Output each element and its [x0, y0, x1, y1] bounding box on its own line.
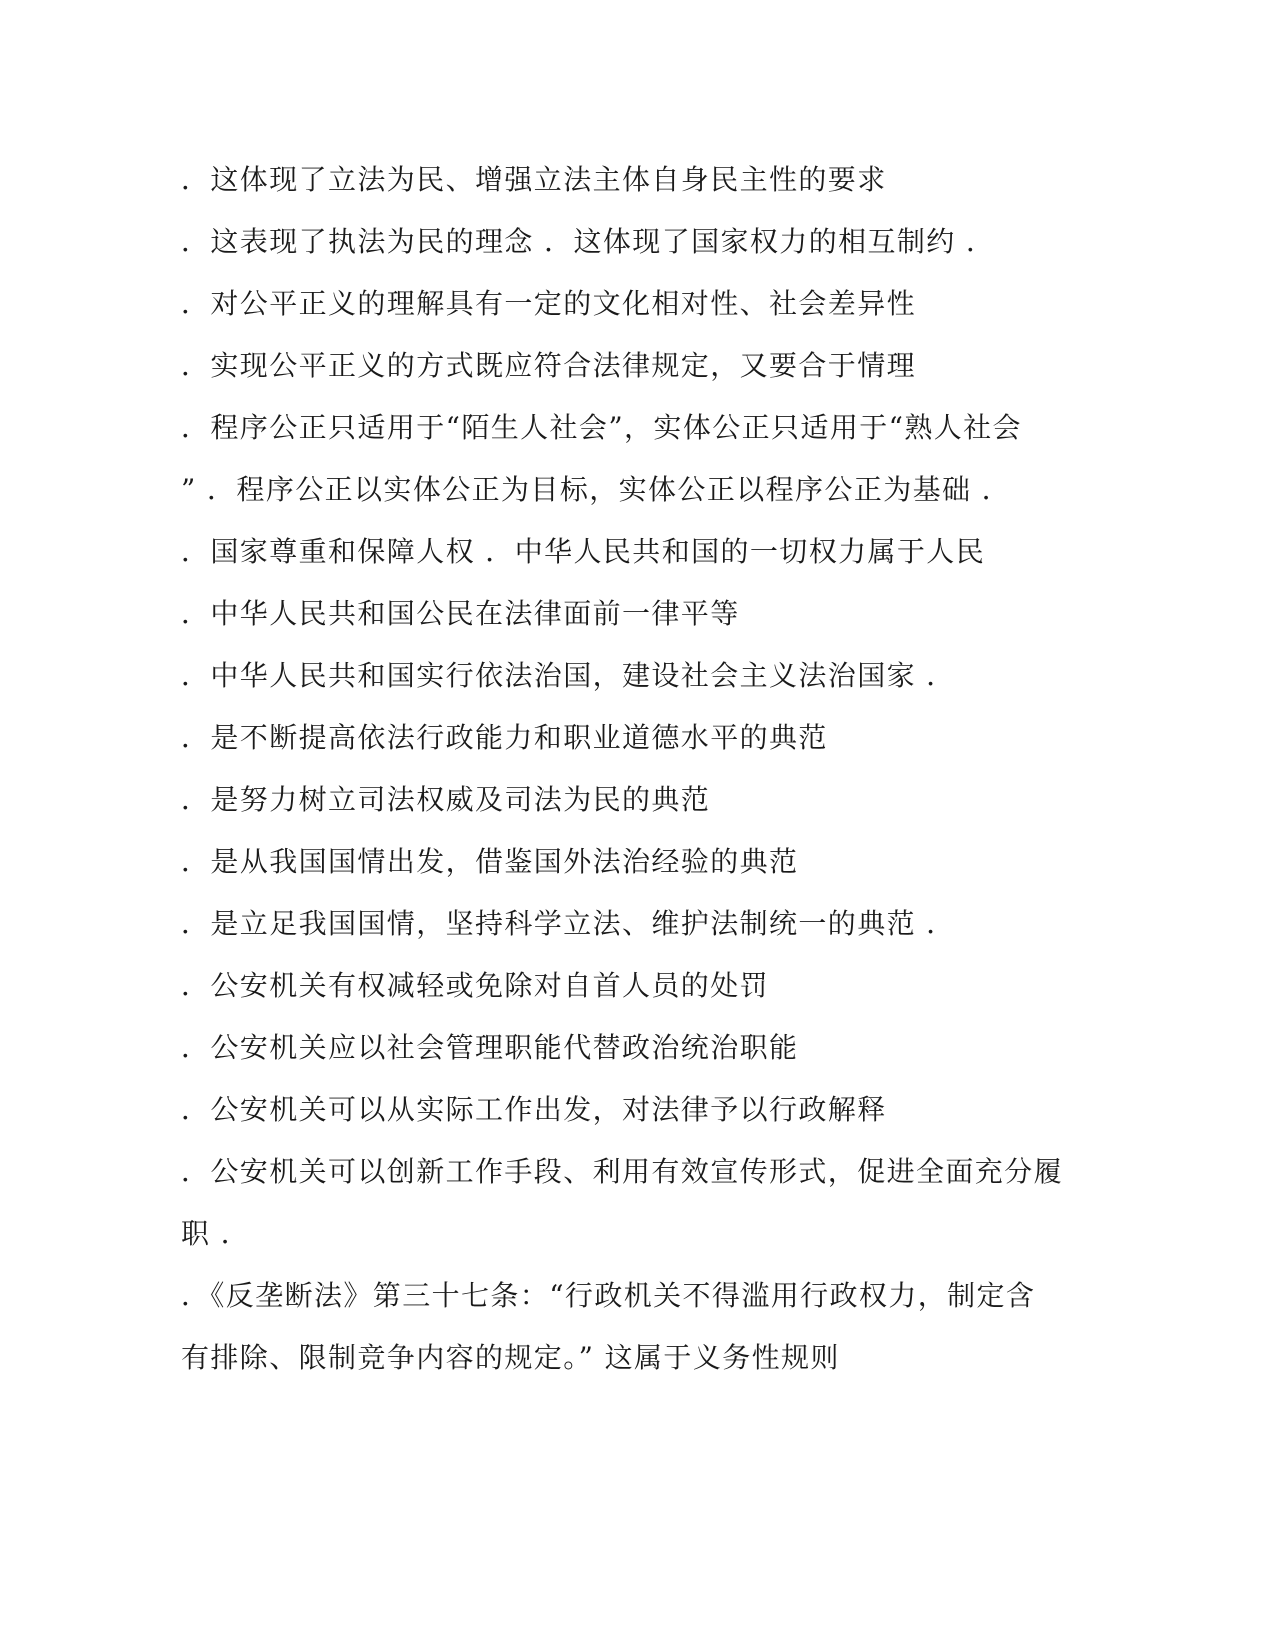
text-line: ．是努力树立司法权威及司法为民的典范	[181, 783, 711, 816]
text-line: ．是立足我国国情，坚持科学立法、维护法制统一的典范 ．	[181, 907, 956, 940]
text-line: ．是不断提高依法行政能力和职业道德水平的典范	[181, 721, 828, 754]
text-line: ．对公平正义的理解具有一定的文化相对性、社会差异性	[181, 287, 917, 320]
text-line: ．这体现了立法为民、增强立法主体自身民主性的要求	[181, 163, 887, 196]
text-line: ．公安机关可以从实际工作出发，对法律予以行政解释	[181, 1093, 887, 1126]
body-text	[181, 157, 1064, 1397]
text-line: 职 ．	[181, 1217, 251, 1250]
text-line: ．实现公平正义的方式既应符合法律规定，又要合于情理	[181, 349, 917, 382]
text-line: 有排除、限制竞争内容的规定。” 这属于义务性规则	[181, 1341, 840, 1374]
text-line: ．中华人民共和国公民在法律面前一律平等	[181, 597, 740, 630]
text-line: ．公安机关有权减轻或免除对自首人员的处罚	[181, 969, 770, 1002]
text-line: ．公安机关可以创新工作手段、利用有效宣传形式，促进全面充分履	[181, 1155, 1064, 1188]
text-line: ．是从我国国情出发，借鉴国外法治经验的典范	[181, 845, 799, 878]
text-line: ” ．程序公正以实体公正为目标，实体公正以程序公正为基础 ．	[181, 473, 1012, 506]
text-line: ．国家尊重和保障人权 ．中华人民共和国的一切权力属于人民	[181, 535, 986, 568]
text-line: ．公安机关应以社会管理职能代替政治统治职能	[181, 1031, 799, 1064]
text-line: ．这表现了执法为民的理念 ．这体现了国家权力的相互制约 ．	[181, 225, 996, 258]
text-line: ．《反垄断法》第三十七条：“行政机关不得滥用行政权力，制定含	[181, 1279, 1036, 1312]
text-line: ．中华人民共和国实行依法治国，建设社会主义法治国家 ．	[181, 659, 956, 692]
text-line: ．程序公正只适用于“陌生人社会”，实体公正只适用于“熟人社会	[181, 411, 1022, 444]
